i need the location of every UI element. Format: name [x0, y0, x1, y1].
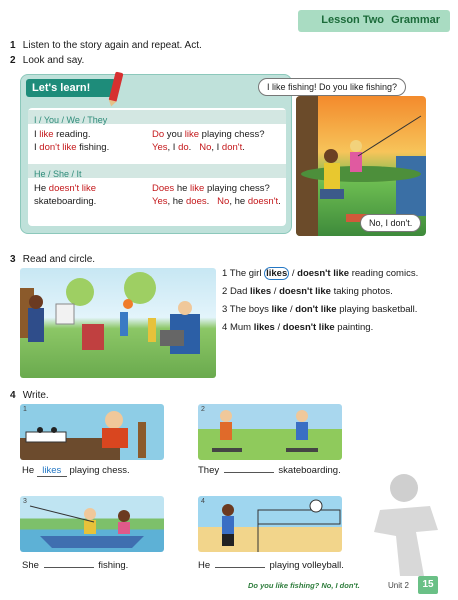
example-positive: I like reading. — [34, 129, 91, 140]
instruction-4 — [10, 390, 49, 401]
write-picture-1: 1 — [20, 404, 164, 460]
option-a[interactable]: likes — [250, 286, 272, 297]
circle-item — [222, 286, 393, 297]
option-separator: / — [277, 322, 281, 333]
instruction-text: Look and say. — [22, 55, 85, 66]
grammar-example — [34, 182, 96, 208]
circle-item — [222, 322, 373, 333]
speech-bubble-answer: No, I don't. — [360, 214, 421, 232]
speech-bubble-question: I like fishing! Do you like fishing? — [258, 78, 406, 96]
instruction-text: Write. — [22, 390, 49, 401]
write-sentence-2: They skateboarding. — [198, 465, 341, 476]
instruction-text: Listen to the story again and repeat. Act. — [22, 40, 202, 51]
write-sentence-4: He playing volleyball. — [198, 560, 344, 571]
instruction-1 — [10, 40, 202, 51]
option-a[interactable]: likes — [266, 268, 288, 279]
item-number: 1 — [222, 268, 228, 279]
footer-unit: Unit 2 — [388, 581, 409, 590]
lets-learn-title: Let's learn! — [26, 79, 116, 97]
section-label: Grammar — [391, 14, 440, 26]
example-negative: I don't like fishing. — [34, 142, 110, 153]
lesson-header — [321, 14, 440, 26]
question-text: Does he like playing chess? — [152, 183, 270, 194]
option-b[interactable]: don't like — [295, 304, 337, 315]
item-ending: taking photos. — [333, 286, 393, 297]
instruction-number: 2 — [10, 55, 16, 66]
answer-blank[interactable] — [224, 472, 274, 473]
grammar-group-header: He / She / It — [28, 164, 286, 178]
item-ending: playing basketball. — [339, 304, 418, 315]
write-picture-3: 3 — [20, 496, 164, 552]
grammar-example — [34, 128, 109, 154]
example-negative: He doesn't like — [34, 183, 97, 194]
item-subject: Dad — [229, 286, 248, 297]
item-subject: The girl — [229, 268, 262, 279]
instruction-3 — [10, 254, 95, 265]
option-b[interactable]: doesn't like — [279, 286, 331, 297]
answer-text: Yes, I do. No, I don't. — [152, 142, 245, 153]
instruction-text: Read and circle. — [22, 254, 96, 265]
circle-item — [222, 268, 418, 279]
item-number: 4 — [222, 322, 228, 333]
item-number: 2 — [222, 286, 228, 297]
option-b[interactable]: doesn't like — [282, 322, 335, 333]
volleyball-boy-icon — [198, 496, 342, 552]
option-separator: / — [273, 286, 277, 297]
question-text: Do you like playing chess? — [152, 129, 265, 140]
item-ending: reading comics. — [351, 268, 419, 279]
chess-boy-icon — [20, 404, 164, 460]
write-picture-4: 4 — [198, 496, 342, 552]
option-b[interactable]: doesn't like — [297, 268, 350, 279]
write-sentence-3: She fishing. — [22, 560, 129, 571]
instruction-number: 4 — [10, 390, 16, 401]
answer-blank[interactable] — [215, 567, 265, 568]
item-ending: painting. — [337, 322, 374, 333]
option-separator: / — [291, 268, 295, 279]
footer-phrase: Do you like fishing? No, I don't. — [248, 581, 360, 590]
instruction-number: 1 — [10, 40, 16, 51]
circle-item — [222, 304, 417, 315]
item-number: 3 — [222, 304, 228, 315]
option-a[interactable]: like — [271, 304, 288, 315]
example-negative-cont: skateboarding. — [34, 196, 97, 207]
answer-blank-filled[interactable]: likes — [37, 465, 67, 477]
grammar-group-header: I / You / We / They — [28, 110, 286, 124]
instruction-2 — [10, 55, 84, 66]
option-a[interactable]: likes — [253, 322, 275, 333]
instruction-number: 3 — [10, 254, 16, 265]
lesson-label: Lesson Two — [321, 14, 385, 26]
answer-text: Yes, he does. No, he doesn't. — [152, 196, 281, 207]
stick-figure-watermark-icon — [360, 470, 448, 580]
grammar-question — [152, 128, 265, 154]
option-separator: / — [289, 304, 293, 315]
item-subject: The boys — [229, 304, 269, 315]
answer-blank[interactable] — [44, 567, 94, 568]
park-scene-illustration — [20, 268, 216, 378]
write-picture-2: 2 — [198, 404, 342, 460]
write-sentence-1: He likes playing chess. — [22, 465, 130, 476]
grammar-question — [152, 182, 281, 208]
boat-fishing-icon — [20, 496, 164, 552]
park-scene-icon — [20, 268, 216, 378]
page-number: 15 — [418, 576, 438, 594]
item-subject: Mum — [229, 322, 252, 333]
skateboarding-boys-icon — [198, 404, 342, 460]
